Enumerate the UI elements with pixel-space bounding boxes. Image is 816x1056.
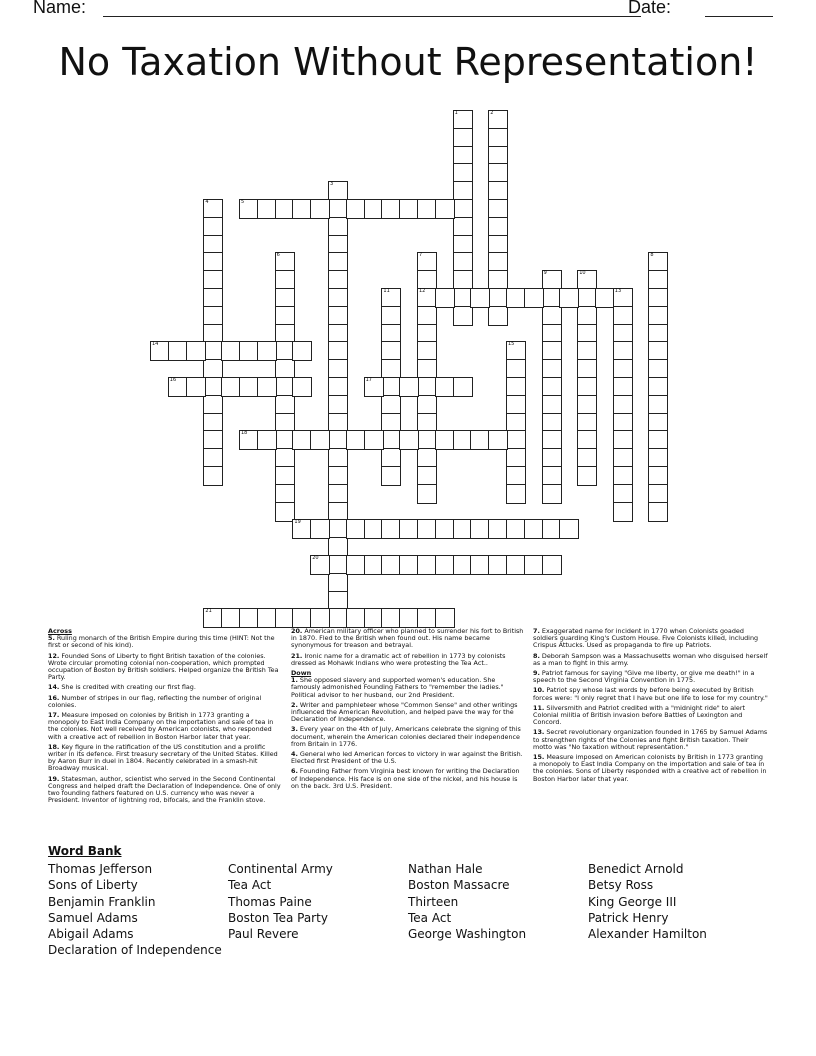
word-bank-item: Continental Army [228,862,333,876]
clue-number: 5. [48,634,55,643]
word-bank-item: Benjamin Franklin [48,894,156,909]
word-bank-item: Paul Revere [228,927,299,942]
grid-cell[interactable] [364,430,384,450]
grid-cell[interactable] [559,288,579,308]
grid-cell[interactable] [310,199,330,219]
clue-item [48,684,283,691]
grid-cell[interactable] [417,484,437,504]
grid-cell[interactable] [435,288,455,308]
grid-cell[interactable] [453,377,473,397]
across-clues-list [48,635,283,804]
grid-cell[interactable] [542,555,562,575]
clue-item [291,702,526,724]
grid-cell[interactable] [292,341,312,361]
clue-text: Founding Father from Virginia best known for writing the Declaration of Independence. His face is on one side of the nickel, and his house is on the back. 3rd U.S. President. [291,767,520,790]
clue-item [48,712,283,741]
grid-cell[interactable] [364,377,384,397]
clue-number: 1. [291,676,298,685]
grid-cell[interactable] [524,288,544,308]
down-clues-list [291,677,526,790]
clue-item [48,744,283,773]
clue-item [48,695,283,709]
clue-number: 19 [294,519,301,526]
clue-text: Founded Sons of Liberty to fight British taxation of the colonies. Wrote circular promoting colonial non-cooperation, which prompted occupation of Boston by British soldiers. Helped organize the British Tea Party. [48,651,279,682]
clue-text: Ironic name for a dramatic act of rebellion in 1773 by colonists dressed as Mohawk Indians who were protesting the Tea Act.. [291,651,506,667]
clue-item [291,628,526,650]
word-bank-item: Sons of Liberty [48,878,138,893]
grid-cell[interactable] [257,377,277,397]
clue-item [48,635,283,649]
clue-number: 12. [48,651,60,660]
clue-number: 2 [490,110,494,116]
clue-item [533,687,768,701]
grid-cell[interactable] [399,377,419,397]
clue-number: 13. [533,728,545,737]
down-heading: Down [291,669,312,678]
clue-item [291,677,526,699]
clue-item [48,653,283,682]
word-bank-item: Boston Tea Party [228,910,328,925]
clue-number: 3. [291,725,298,734]
clue-number: 11 [383,288,390,294]
clue-item [533,628,768,650]
word-bank-title: Word Bank [48,844,122,858]
word-bank-column [588,861,707,942]
clue-number: 17. [48,711,60,720]
across-clues-list-continued [291,628,526,667]
word-bank-column [48,861,222,959]
word-bank-item: Benedict Arnold [588,862,684,876]
clue-text: Patriot famous for saying "Give me liberty, or give me death!" in a speech to the Second Virginia Convention in 1775. [533,669,755,685]
clue-text: Patriot spy whose last words by before being executed by British forces were: "I only regret that I have but one life to lose for my country." [533,686,768,702]
grid-cell[interactable] [488,306,508,326]
clue-number: 7 [419,252,423,259]
clue-number: 4. [291,750,298,759]
clue-text: Number of stripes in our flag, reflecting the number of original colonies. [48,693,262,709]
grid-cell[interactable] [310,519,330,539]
clue-number: 10 [579,270,586,277]
clue-text: Measure imposed on American colonists by British in 1773 granting a monopoly to East India Company on the importation and sale of tea in the colonies. Sons of Liberty responded with a creative act of rebellion in Boston Harbor later that year. [533,753,767,783]
word-bank-item: Declaration of Independence [48,943,222,958]
clue-item [48,776,283,805]
grid-cell[interactable] [203,466,223,486]
clue-number: 11. [533,703,545,712]
word-bank-item: Thirteen [408,894,459,909]
grid-cell[interactable] [506,484,526,504]
clue-text: Deborah Sampson was a Massachusetts woman who disguised herself as a man to fight in this army. [533,651,768,667]
clue-item [291,751,526,765]
clue-text: Secret revolutionary organization founded in 1765 by Samuel Adams to strengthen rights of the Colonies and fight British taxation. Their motto was "No taxation without representation." [533,728,768,751]
grid-cell[interactable] [257,341,277,361]
clue-item [533,729,768,751]
clue-text: Statesman, author, scientist who served in the Second Continental Congress and helped draft the Declaration of Independence. One of only two founding fathers featured on U.S. currency who was never a President. Inventor of lightning rod, bifocals, and the Franklin stove. [48,774,281,805]
grid-cell[interactable] [310,555,330,575]
clue-number: 6 [276,252,280,259]
clue-number: 7. [533,627,540,635]
grid-cell[interactable] [613,502,633,522]
clue-item [291,653,526,667]
grid-cell[interactable] [310,608,330,628]
clue-number: 10. [533,686,545,695]
word-bank-item: Alexander Hamilton [588,927,707,942]
clue-number: 4 [205,199,209,205]
clue-number: 17 [365,377,372,383]
clue-number: 20 [312,555,319,561]
clue-number: 15 [508,341,515,348]
clue-item [533,670,768,684]
clue-text: Key figure in the ratification of the US constitution and a prolific writer in its defence. First treasury secretary of the United States. Killed by Aaron Burr in duel in 1804. Recently celebrated in a smash-hit Broadway musical. [48,742,278,773]
name-label: Name: [33,0,87,17]
clue-number: 2. [291,700,298,709]
word-bank-item: Abigail Adams [48,927,134,942]
clue-number: 13 [614,288,622,294]
word-bank-item: Tea Act [228,878,272,893]
down-clues-list-continued [533,628,768,783]
clue-number: 14. [48,683,60,692]
grid-cell[interactable] [257,430,277,450]
grid-cell[interactable] [648,502,668,522]
clue-number: 15. [533,753,545,762]
word-bank-item: Samuel Adams [48,910,138,925]
grid-cell[interactable] [542,484,562,504]
grid-cell[interactable] [186,377,206,397]
clue-text: She opposed slavery and supported women's education. She famously admonished Founding Fathers to "remember the ladies." Political advisor to her husband, our 2nd President. [291,676,504,699]
clue-text: American military officer who planned to surrender his fort to British in 1870. Fled to the British when found out. His name became synonymous for treason and betrayal. [291,627,524,650]
clue-number: 21 [205,608,212,615]
clue-item [533,754,768,783]
clue-number: 12 [419,288,426,294]
grid-cell[interactable] [186,341,206,361]
clue-text: Exaggerated name for incident in 1770 when Colonists goaded soldiers guarding King's Custom House. Five Colonists killed, including Crispus Attucks. Used as propaganda to fire up Patriots. [533,627,759,650]
grid-cell[interactable] [577,466,597,486]
word-bank-item: Nathan Hale [408,862,483,876]
clue-number: 3 [330,181,334,188]
word-bank-item: Thomas Jefferson [48,862,153,876]
grid-cell[interactable] [381,466,401,486]
date-label: Date: [628,0,672,17]
puzzle-title: No Taxation Without Representation! [58,40,758,84]
clue-item [291,768,526,790]
word-bank-item: King George III [588,894,677,909]
word-bank-item: Tea Act [408,910,452,925]
clue-number: 9 [543,270,547,277]
grid-cell[interactable] [488,430,508,450]
clue-item [291,726,526,748]
grid-cell[interactable] [453,306,473,326]
clue-text: Silversmith and Patriot credited with a "midnight ride" to alert Colonial militia of British invasion before Battles of Lexington and Concord. [533,703,745,727]
clue-number: 16 [169,377,177,383]
word-bank-column [228,861,333,942]
grid-cell[interactable] [399,430,419,450]
clue-text: General who led American forces to victory in war against the British. Elected first President of the U.S. [291,750,523,766]
grid-cell[interactable] [292,377,312,397]
clue-column-1 [48,628,283,807]
clue-number: 19. [48,774,60,783]
clue-number: 1 [454,110,458,116]
clue-column-3 [533,628,768,786]
clue-number: 8. [533,651,540,660]
word-bank-item: George Washington [408,927,527,942]
across-heading: Across [48,627,72,635]
word-bank-item: Patrick Henry [588,910,669,925]
clue-text: She is credited with creating our first flag. [59,683,196,692]
clue-text: Writer and pamphleteer whose "Common Sense" and other writings influenced the American Revolution, and helped pave the way for the Declaration of Independence. [291,700,518,724]
word-bank-item: Betsy Ross [588,878,654,893]
grid-cell[interactable] [310,430,330,450]
clue-number: 8 [650,252,654,259]
grid-cell[interactable] [559,519,579,539]
word-bank-item: Thomas Paine [228,894,312,909]
clue-number: 16. [48,693,60,702]
clue-number: 20. [291,627,303,635]
clue-text: Ruling monarch of the British Empire during this time (HINT: Not the first or second of his kind). [48,634,275,650]
clue-text: Measure imposed on colonies by British in 1773 granting a monopoly to East India Company on the importation and sale of tea in the colonies. Not well received by American colonists, who responded with a creative act of rebellion in Boston Harbor later that year. [48,711,274,741]
clue-number: 21. [291,651,303,660]
clue-number: 9. [533,669,540,678]
clue-number: 18. [48,742,60,751]
grid-cell[interactable] [435,199,455,219]
clue-text: Every year on the 4th of July, Americans celebrate the signing of this document, wherein the American colonies declared their independence from Britain in 1776. [291,725,521,748]
clue-item [533,653,768,667]
clue-item [533,705,768,727]
clue-column-2 [291,628,526,793]
grid-cell[interactable] [470,288,490,308]
word-bank-column [408,861,526,942]
clue-number: 18 [241,430,248,437]
grid-cell[interactable] [435,608,455,628]
word-bank-item: Boston Massacre [408,878,510,893]
word-bank [48,844,788,958]
clue-number: 5 [241,199,245,205]
clue-number: 6. [291,767,298,776]
clue-number: 14 [152,341,159,348]
